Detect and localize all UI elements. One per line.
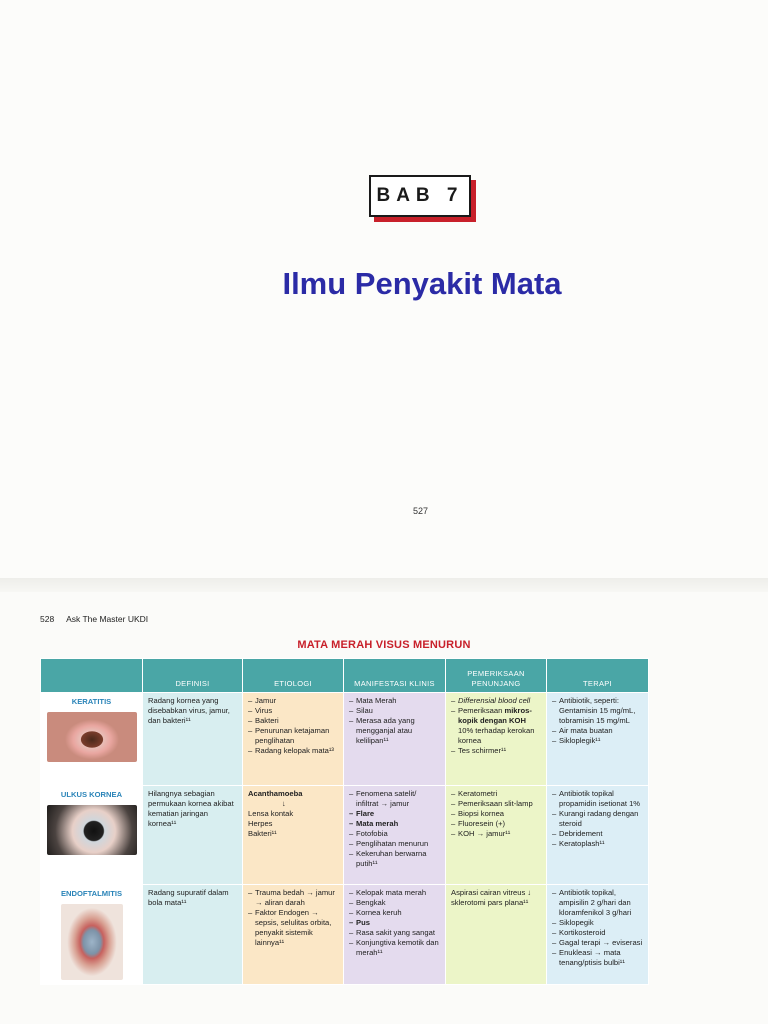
page-gap xyxy=(0,578,768,592)
list-item: – Penurunan ketajaman penglihatan xyxy=(248,726,338,746)
manifestasi-cell xyxy=(344,786,446,885)
table-row xyxy=(41,885,649,985)
table-title: MATA MERAH VISUS MENURUN xyxy=(297,639,471,651)
list-item: – Mata merah xyxy=(349,819,440,829)
list-item: – Enukleasi → mata tenang/ptisis bulbi¹¹ xyxy=(552,948,643,968)
list-item: – Bengkak xyxy=(349,898,440,908)
list-item: – Bakteri xyxy=(248,716,338,726)
down-arrow: ↓ xyxy=(282,799,286,809)
list-item: – Kortikosteroid xyxy=(552,928,643,938)
chapter-label: BAB 7 xyxy=(376,185,464,206)
header-cell: DEFINISI xyxy=(143,659,243,693)
list-item: – Keratometri xyxy=(451,789,541,799)
chapter-label-box xyxy=(369,175,471,217)
etiologi-cell xyxy=(243,885,344,985)
item-text-bold: mikroskopik dengan KOH xyxy=(458,706,532,726)
header-corner xyxy=(41,659,143,693)
definisi-cell: Radang kornea yang disebabkan virus, jamur, dan bakteri¹¹ xyxy=(143,693,243,786)
list-item: – Antibiotik topikal propamidin isetionat 1% xyxy=(552,789,643,809)
list-item: Bakteri¹¹ xyxy=(248,829,277,839)
list-item: – Air mata buatan xyxy=(552,726,643,736)
disease-name: ULKUS KORNEA xyxy=(60,790,123,799)
disease-table xyxy=(40,658,649,985)
list-item: – Merasa ada yang mengganjal atau kelilipan¹¹ xyxy=(349,716,440,746)
list-item: – Faktor Endogen → sepsis, selulitas orbita, penyakit sistemik lainnya¹¹ xyxy=(248,908,338,948)
running-head xyxy=(40,614,148,624)
manifestasi-cell xyxy=(344,693,446,786)
list-item: – Biopsi kornea xyxy=(451,809,541,819)
list-item: – Keratoplash¹¹ xyxy=(552,839,643,849)
list-item: – Radang kelopak mata¹³ xyxy=(248,746,338,756)
item-text: Pemeriksaan xyxy=(458,706,505,716)
chapter-title: Ilmu Penyakit Mata xyxy=(282,266,562,301)
disease-name: ENDOFTALMITIS xyxy=(60,889,123,898)
list-item: – Trauma bedah → jamur → aliran darah xyxy=(248,888,338,908)
list-item: – Virus xyxy=(248,706,338,716)
disease-cell xyxy=(41,885,143,985)
manifestasi-cell xyxy=(344,885,446,985)
header-cell: PEMERIKSAAN PENUNJANG xyxy=(446,659,547,693)
list-item: Herpes xyxy=(248,819,273,829)
list-item xyxy=(451,696,541,706)
disease-name: KERATITIS xyxy=(71,697,112,706)
definisi-cell: Hilangnya sebagian permukaan kornea akibat kematian jaringan kornea¹¹ xyxy=(143,786,243,885)
list-item: – Flare xyxy=(349,809,440,819)
table-row xyxy=(41,786,649,885)
page-number: 527 xyxy=(413,506,429,516)
list-item: – Penglihatan menurun xyxy=(349,839,440,849)
definisi-cell: Radang supuratif dalam bola mata¹¹ xyxy=(143,885,243,985)
list-item: – Gagal terapi → eviserasi xyxy=(552,938,643,948)
header-cell: ETIOLOGI xyxy=(243,659,344,693)
etiologi-cell xyxy=(243,786,344,885)
list-item: – Sikloplegik¹¹ xyxy=(552,736,643,746)
disease-cell xyxy=(41,786,143,885)
list-item: – Kornea keruh xyxy=(349,908,440,918)
list-item: – Kekeruhan berwarna putih¹¹ xyxy=(349,849,440,869)
corneal-ulcer-photo xyxy=(47,805,137,855)
pemeriksaan-cell xyxy=(446,786,547,885)
list-item: – Pemeriksaan slit-lamp xyxy=(451,799,541,809)
list-item: – Antibiotik topikal, ampisilin 2 g/hari dan kloramfenikol 3 g/hari xyxy=(552,888,643,918)
table-row xyxy=(41,693,649,786)
book-title: Ask The Master UKDI xyxy=(66,614,149,624)
endophthalmitis-photo xyxy=(61,904,123,980)
page-number: 528 xyxy=(40,614,55,624)
header-cell: TERAPI xyxy=(547,659,649,693)
list-item: – Fotofobia xyxy=(349,829,440,839)
header-cell: MANIFESTASI KLINIS xyxy=(344,659,446,693)
list-item: – Konjungtiva kemotik dan merah¹¹ xyxy=(349,938,440,958)
terapi-cell xyxy=(547,693,649,786)
list-item: – Pus xyxy=(349,918,440,928)
table-page xyxy=(0,592,768,1024)
red-eye-photo xyxy=(47,712,137,762)
list-item: – Antibiotik, seperti: Gentamisin 15 mg/mL, tobramisin 15 mg/mL xyxy=(552,696,643,726)
table-header-row xyxy=(41,659,649,693)
list-item: – Fluoresein (+) xyxy=(451,819,541,829)
list-item: – Fenomena satelit/ infiltrat → jamur xyxy=(349,789,440,809)
item-text: Differensial blood cell xyxy=(458,696,531,705)
etiologi-cell xyxy=(243,693,344,786)
list-item: – Jamur xyxy=(248,696,338,706)
terapi-cell xyxy=(547,786,649,885)
item-text: 10% terhadap kerokan kornea xyxy=(458,726,535,746)
list-item: – Debridement xyxy=(552,829,643,839)
list-item: – Siklopegik xyxy=(552,918,643,928)
pemeriksaan-cell xyxy=(446,693,547,786)
list-item: Lensa kontak xyxy=(248,809,294,819)
list-item: – Tes schirmer¹¹ xyxy=(451,746,541,756)
list-item: – Kurangi radang dengan steroid xyxy=(552,809,643,829)
list-item: – Kelopak mata merah xyxy=(349,888,440,898)
terapi-cell xyxy=(547,885,649,985)
list-item: – Mata Merah xyxy=(349,696,440,706)
etiologi-heading: Acanthamoeba xyxy=(248,789,303,798)
list-item: – Silau xyxy=(349,706,440,716)
disease-cell xyxy=(41,693,143,786)
list-item: – KOH → jamur¹¹ xyxy=(451,829,541,839)
pemeriksaan-cell: Aspirasi cairan vitreus ↓ sklerotomi pars plana¹¹ xyxy=(446,885,547,985)
list-item: – Rasa sakit yang sangat xyxy=(349,928,440,938)
list-item xyxy=(451,706,541,746)
